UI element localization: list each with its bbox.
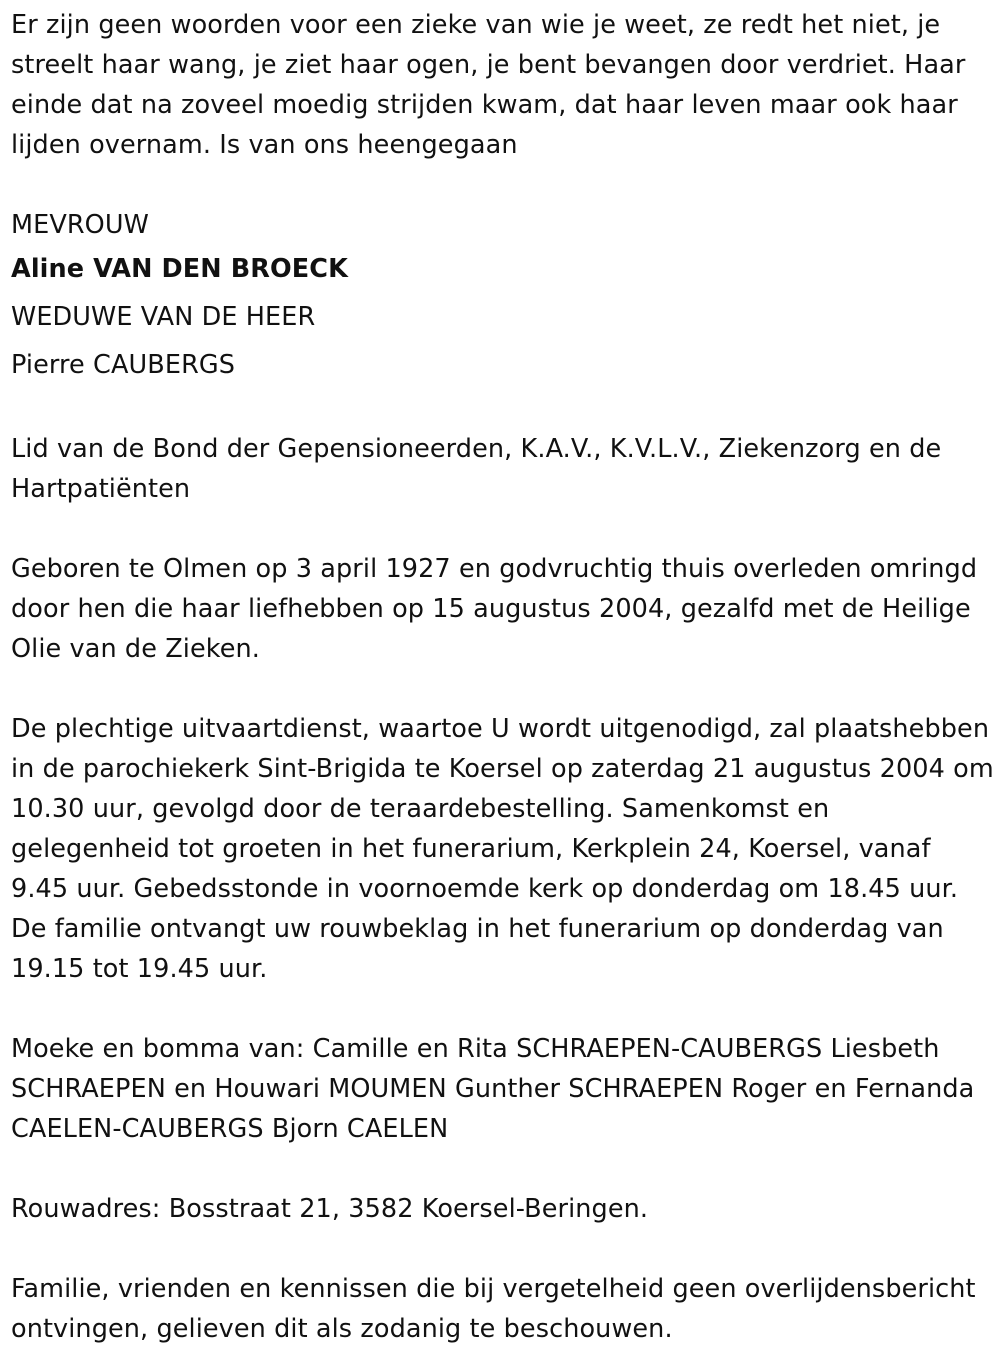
deceased-name: Aline VAN DEN BROECK <box>11 254 348 284</box>
birth-death-paragraph: Geboren te Olmen op 3 april 1927 en godvruchtig thuis overleden omringd door hen die haar liefhebben op 15 augustus 2004, gezalfd met de Heilige Olie van de Zieken. <box>11 554 978 664</box>
deceased-relation: WEDUWE VAN DE HEER <box>11 302 316 332</box>
spouse-name: Pierre CAUBERGS <box>11 350 236 380</box>
address-paragraph: Rouwadres: Bosstraat 21, 3582 Koersel-Beringen. <box>11 1194 649 1224</box>
closing-paragraph: Familie, vrienden en kennissen die bij vergetelheid geen overlijdensbericht ontvingen, gelieven dit als zodanig te beschouwen. <box>11 1274 976 1344</box>
obituary-document <box>11 5 995 1349</box>
membership-paragraph: Lid van de Bond der Gepensioneerden, K.A.V., K.V.L.V., Ziekenzorg en de Hartpatiënten <box>11 434 942 504</box>
deceased-block <box>11 205 995 389</box>
service-paragraph: De plechtige uitvaartdienst, waartoe U wordt uitgenodigd, zal plaatshebben in de parochiekerk Sint-Brigida te Koersel op zaterdag 21 augustus 2004 om 10.30 uur, gevolgd door de teraardebestelling. Samenkomst en gelegenheid tot groeten in het funerarium, Kerkplein 24, Koersel, vanaf 9.45 uur. Gebedsstonde in voornoemde kerk op donderdag om 18.45 uur. De familie ontvangt uw rouwbeklag in het funerarium op donderdag van 19.15 tot 19.45 uur. <box>11 714 994 984</box>
deceased-title: MEVROUW <box>11 210 149 240</box>
intro-paragraph: Er zijn geen woorden voor een zieke van wie je weet, ze redt het niet, je streelt haar wang, je ziet haar ogen, je bent bevangen door verdriet. Haar einde dat na zoveel moedig strijden kwam, dat haar leven maar ook haar lijden overnam. Is van ons heengegaan <box>11 10 966 160</box>
family-paragraph: Moeke en bomma van: Camille en Rita SCHRAEPEN-CAUBERGS Liesbeth SCHRAEPEN en Houwari MOUMEN Gunther SCHRAEPEN Roger en Fernanda CAELEN-CAUBERGS Bjorn CAELEN <box>11 1034 975 1144</box>
